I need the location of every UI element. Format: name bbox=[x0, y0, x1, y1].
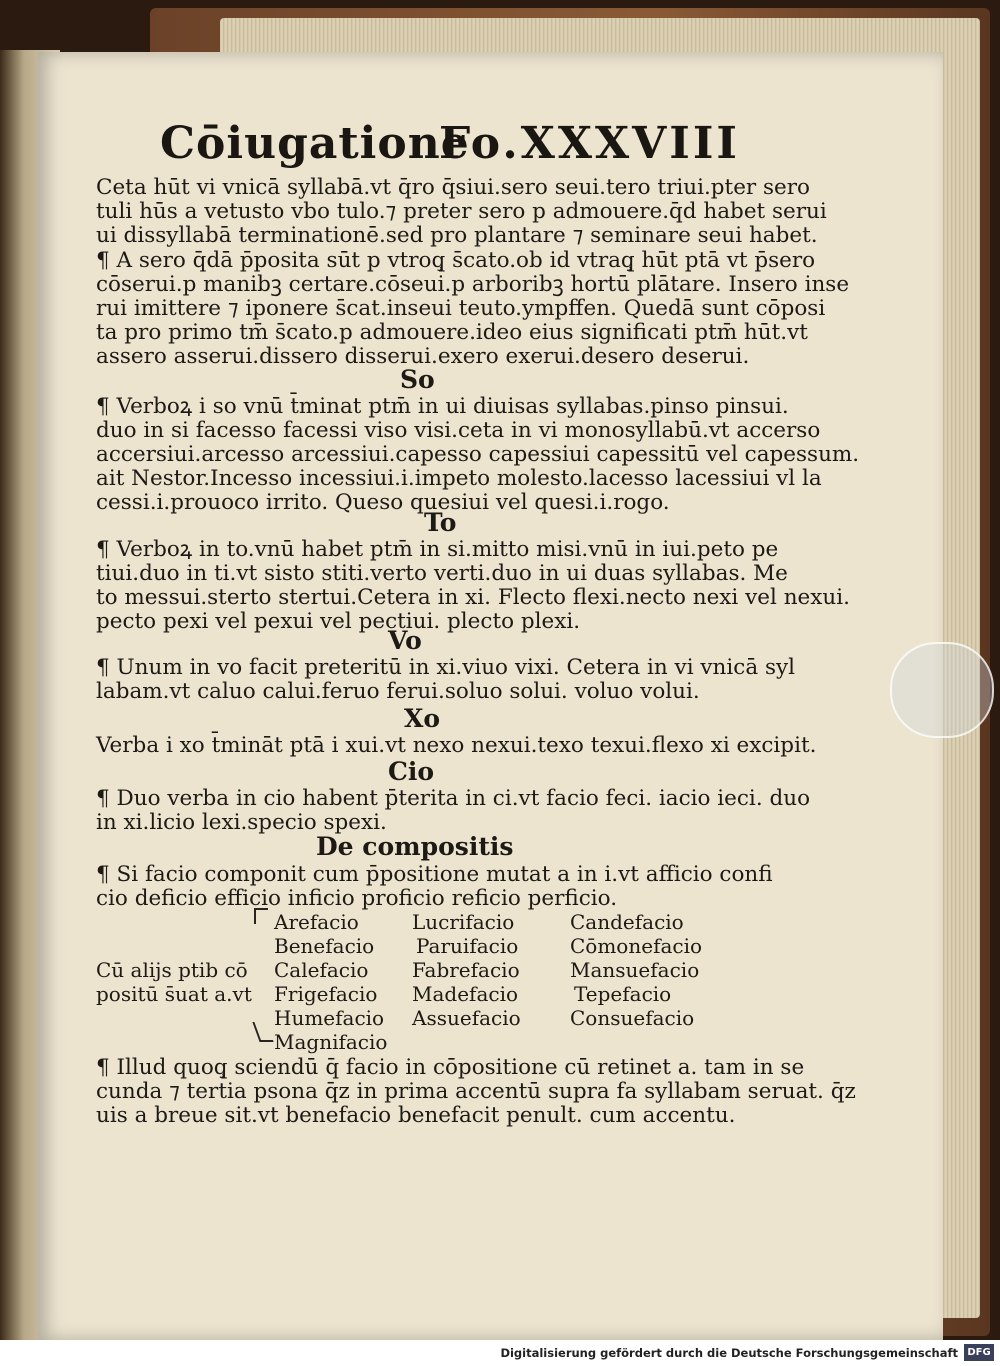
section-heading: So bbox=[400, 365, 435, 394]
text-line: tuli hūs a vetusto vbo tulo.⁊ preter sero p admouere.q̄d habet serui bbox=[96, 199, 827, 224]
compound-word: Cōmonefacio bbox=[570, 934, 703, 958]
section-heading: Cio bbox=[388, 757, 435, 786]
text-line: ¶ Si facio componit cum p̄positione mutat a in i.vt afficio confi bbox=[96, 862, 773, 887]
text-line: Ceta hūt vi vnicā syllabā.vt q̄ro q̄siui.sero seui.tero triui.pter sero bbox=[96, 175, 811, 200]
footer-bar bbox=[0, 1340, 1000, 1366]
text-line: cōserui.p manibꝫ certare.cōseui.p arboribꝫ hortū plātare. Insero inse bbox=[96, 272, 850, 297]
text-line: cunda ⁊ tertia psona q̄z in prima accentū supra fa syllabam seruat. q̄z bbox=[96, 1079, 856, 1104]
compound-word: Madefacio bbox=[412, 982, 519, 1006]
text-line: cessi.i.prouoco irrito. Queso quesiui vel quesi.i.rogo. bbox=[96, 490, 670, 515]
compound-word: Arefacio bbox=[274, 910, 359, 934]
compound-word: Calefacio bbox=[274, 958, 369, 982]
text-line: cio deficio efficio inficio proficio reficio perficio. bbox=[96, 886, 618, 911]
page-marker-tab bbox=[890, 642, 994, 738]
text-line: ¶ Verboꝝ i so vnū t̄minat ptm̄ in ui diuisas syllabas.pinso pinsui. bbox=[96, 394, 789, 419]
text-line: ¶ Illud quoq̧ sciendū q̄ facio in cōpositione cū retinet a. tam in se bbox=[96, 1055, 805, 1080]
section-heading: De compositis bbox=[316, 832, 514, 861]
compound-word: Lucrifacio bbox=[412, 910, 515, 934]
compound-word: Assuefacio bbox=[412, 1006, 521, 1030]
text-line: tiui.duo in ti.vt sisto stiti.verto verti.duo in ui duas syllabas. Me bbox=[96, 561, 788, 586]
text-line: accersiui.arcesso arcessiui.capesso capessiui capessitū vel capessum. bbox=[96, 442, 860, 467]
compound-word: Benefacio bbox=[274, 934, 375, 958]
compound-note-line: Cū alijs ptib cō bbox=[96, 958, 248, 982]
running-head-title: Cōiugatione bbox=[160, 118, 470, 169]
brace-top bbox=[254, 908, 268, 924]
text-line: ta pro primo tm̄ s̄cato.p admouere.ideo eius significati ptm̄ hūt.vt bbox=[96, 320, 808, 345]
folio-number: Fo.XXXVIII bbox=[438, 118, 740, 169]
compound-word: Fabrefacio bbox=[412, 958, 520, 982]
text-line: ¶ A sero q̄dā p̄posita sūt p vtroq̧ s̄cato.ob id vtraq̧ hūt ptā vt p̄sero bbox=[96, 248, 816, 273]
funding-credit: Digitalisierung gefördert durch die Deutsche Forschungsgemeinschaft bbox=[500, 1346, 958, 1360]
text-line: uis a breue sit.vt benefacio benefacit penult. cum accentu. bbox=[96, 1103, 736, 1128]
compound-word: Tepefacio bbox=[574, 982, 672, 1006]
compound-word: Consuefacio bbox=[570, 1006, 695, 1030]
text-line: to messui.sterto stertui.Cetera in xi. Flecto flexi.necto nexi vel nexui. bbox=[96, 585, 850, 610]
text-line: ui dissyllabā terminationē.sed pro plantare ⁊ seminare seui habet. bbox=[96, 223, 818, 248]
compound-word: Mansuefacio bbox=[570, 958, 700, 982]
text-line: duo in si facesso facessi viso visi.ceta in vi monosyllabū.vt accerso bbox=[96, 418, 821, 443]
text-line: labam.vt caluo calui.feruo ferui.soluo solui. voluo volui. bbox=[96, 679, 700, 704]
text-line: Verba i xo t̄mināt ptā i xui.vt nexo nexui.texo texui.flexo xi excipit. bbox=[96, 733, 817, 758]
compound-word: Candefacio bbox=[570, 910, 684, 934]
text-line: pecto pexi vel pexui vel pectiui. plecto plexi. bbox=[96, 609, 581, 634]
compound-word: Paruifacio bbox=[416, 934, 519, 958]
compound-word: Magnifacio bbox=[274, 1030, 388, 1054]
dfg-logo: DFG bbox=[964, 1344, 994, 1361]
text-line: rui imittere ⁊ iponere s̄cat.inseui teuto.ympffen. Quedā sunt cōposi bbox=[96, 296, 826, 321]
section-heading: To bbox=[424, 508, 457, 537]
text-line: in xi.licio lexi.specio spexi. bbox=[96, 810, 387, 835]
text-line: ¶ Verboꝝ in to.vnū habet ptm̄ in si.mitto misi.vnū in iui.peto pe bbox=[96, 537, 779, 562]
compound-word: Humefacio bbox=[274, 1006, 385, 1030]
text-line: ¶ Duo verba in cio habent p̄terita in ci.vt facio feci. iacio ieci. duo bbox=[96, 786, 811, 811]
running-head bbox=[160, 118, 740, 180]
text-line: ¶ Unum in vo facit preteritū in xi.viuo vixi. Cetera in vi vnicā syl bbox=[96, 655, 796, 680]
section-heading: Vo bbox=[388, 626, 422, 655]
text-line: ait Nestor.Incesso incessiui.i.impeto molesto.lacesso lacessiui vl la bbox=[96, 466, 822, 491]
text-line: assero asserui.dissero disserui.exero exerui.desero deserui. bbox=[96, 344, 750, 369]
compound-note-line: positū s̄uat a.vt bbox=[96, 982, 252, 1006]
compound-word: Frigefacio bbox=[274, 982, 378, 1006]
section-heading: Xo bbox=[404, 704, 441, 733]
